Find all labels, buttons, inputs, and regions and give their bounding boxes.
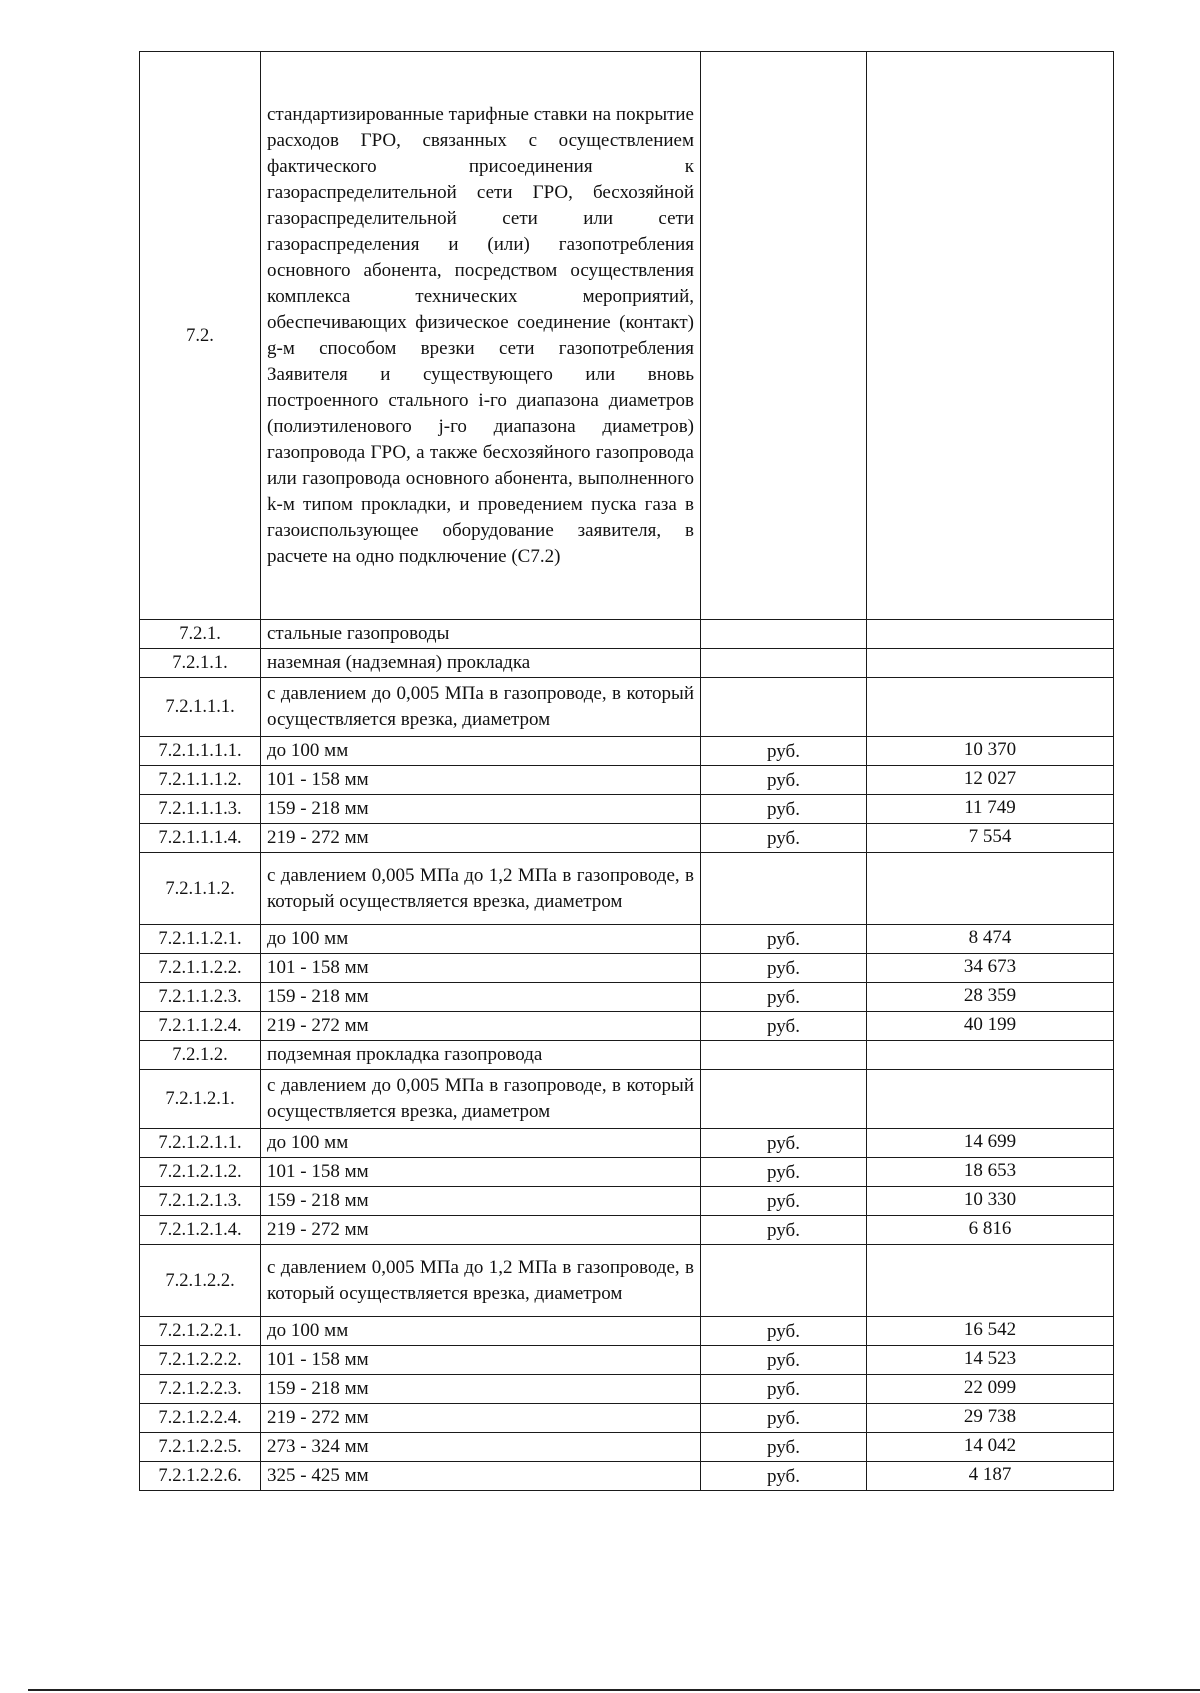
row-unit-cell: [701, 52, 867, 620]
table-row: [140, 620, 1114, 649]
row-name-cell: 219 - 272 мм: [261, 824, 701, 853]
table-row: [140, 1129, 1114, 1158]
row-value-cell: [867, 1070, 1114, 1129]
tariff-table-body: [140, 52, 1114, 1491]
row-value-cell: [867, 678, 1114, 737]
row-value-cell: 10 370: [867, 737, 1114, 766]
table-row: [140, 795, 1114, 824]
row-unit-cell: [701, 649, 867, 678]
row-number-cell: 7.2.1.2.1.: [140, 1070, 261, 1129]
table-row: [140, 1404, 1114, 1433]
row-name-cell: 159 - 218 мм: [261, 1187, 701, 1216]
row-number-cell: 7.2.1.1.2.2.: [140, 954, 261, 983]
row-name-cell: до 100 мм: [261, 1317, 701, 1346]
row-unit-cell: руб.: [701, 954, 867, 983]
row-number-cell: 7.2.1.2.2.2.: [140, 1346, 261, 1375]
row-value-cell: 8 474: [867, 925, 1114, 954]
row-value-cell: [867, 1245, 1114, 1317]
row-name-cell: наземная (надземная) прокладка: [261, 649, 701, 678]
table-row: [140, 1012, 1114, 1041]
row-value-cell: 7 554: [867, 824, 1114, 853]
row-unit-cell: руб.: [701, 1317, 867, 1346]
row-unit-cell: руб.: [701, 1129, 867, 1158]
row-number-cell: 7.2.1.1.1.2.: [140, 766, 261, 795]
table-row: [140, 983, 1114, 1012]
row-unit-cell: [701, 678, 867, 737]
row-value-cell: 22 099: [867, 1375, 1114, 1404]
row-value-cell: 12 027: [867, 766, 1114, 795]
row-number-cell: 7.2.1.2.2.: [140, 1245, 261, 1317]
row-name-cell: подземная прокладка газопровода: [261, 1041, 701, 1070]
table-row: [140, 1158, 1114, 1187]
row-unit-cell: руб.: [701, 1158, 867, 1187]
row-number-cell: 7.2.: [140, 52, 261, 620]
table-row: [140, 1375, 1114, 1404]
row-name-cell: стальные газопроводы: [261, 620, 701, 649]
table-row: [140, 1462, 1114, 1491]
row-name-cell: до 100 мм: [261, 737, 701, 766]
row-name-cell: 101 - 158 мм: [261, 954, 701, 983]
row-number-cell: 7.2.1.2.1.4.: [140, 1216, 261, 1245]
row-name-cell: 159 - 218 мм: [261, 1375, 701, 1404]
row-number-cell: 7.2.1.1.1.: [140, 678, 261, 737]
tariff-table: [139, 51, 1114, 1491]
row-name-cell: с давлением до 0,005 МПа в газопроводе, в который осуществляется врезка, диаметром: [261, 678, 701, 737]
row-name-cell: до 100 мм: [261, 925, 701, 954]
row-value-cell: 34 673: [867, 954, 1114, 983]
row-unit-cell: руб.: [701, 1404, 867, 1433]
table-row: [140, 678, 1114, 737]
row-name-cell: 219 - 272 мм: [261, 1404, 701, 1433]
row-number-cell: 7.2.1.: [140, 620, 261, 649]
row-number-cell: 7.2.1.1.2.: [140, 853, 261, 925]
row-name-cell: 101 - 158 мм: [261, 766, 701, 795]
table-row: [140, 766, 1114, 795]
row-unit-cell: [701, 853, 867, 925]
table-row: [140, 1070, 1114, 1129]
table-row: [140, 824, 1114, 853]
row-unit-cell: руб.: [701, 1433, 867, 1462]
row-unit-cell: руб.: [701, 1187, 867, 1216]
row-unit-cell: руб.: [701, 983, 867, 1012]
row-value-cell: 14 042: [867, 1433, 1114, 1462]
row-unit-cell: [701, 1245, 867, 1317]
table-row: [140, 52, 1114, 620]
row-number-cell: 7.2.1.2.2.1.: [140, 1317, 261, 1346]
row-number-cell: 7.2.1.1.2.4.: [140, 1012, 261, 1041]
row-number-cell: 7.2.1.2.2.4.: [140, 1404, 261, 1433]
row-number-cell: 7.2.1.1.1.3.: [140, 795, 261, 824]
row-number-cell: 7.2.1.1.1.4.: [140, 824, 261, 853]
row-name-cell: до 100 мм: [261, 1129, 701, 1158]
row-value-cell: [867, 1041, 1114, 1070]
row-number-cell: 7.2.1.2.1.1.: [140, 1129, 261, 1158]
table-row: [140, 1245, 1114, 1317]
row-name-cell: 101 - 158 мм: [261, 1346, 701, 1375]
row-unit-cell: руб.: [701, 737, 867, 766]
table-row: [140, 853, 1114, 925]
row-unit-cell: руб.: [701, 766, 867, 795]
row-name-cell: 219 - 272 мм: [261, 1012, 701, 1041]
row-name-cell: 219 - 272 мм: [261, 1216, 701, 1245]
table-row: [140, 649, 1114, 678]
row-unit-cell: руб.: [701, 824, 867, 853]
table-row: [140, 1346, 1114, 1375]
row-name-cell: с давлением 0,005 МПа до 1,2 МПа в газопроводе, в который осуществляется врезка, диаметром: [261, 1245, 701, 1317]
row-name-cell: 159 - 218 мм: [261, 795, 701, 824]
row-number-cell: 7.2.1.2.1.2.: [140, 1158, 261, 1187]
row-name-cell: 325 - 425 мм: [261, 1462, 701, 1491]
row-value-cell: [867, 853, 1114, 925]
row-name-cell: 159 - 218 мм: [261, 983, 701, 1012]
row-name-cell: с давлением 0,005 МПа до 1,2 МПа в газопроводе, в который осуществляется врезка, диаметром: [261, 853, 701, 925]
row-unit-cell: [701, 620, 867, 649]
table-row: [140, 1187, 1114, 1216]
table-row: [140, 925, 1114, 954]
row-value-cell: 40 199: [867, 1012, 1114, 1041]
row-name-cell: с давлением до 0,005 МПа в газопроводе, в который осуществляется врезка, диаметром: [261, 1070, 701, 1129]
row-value-cell: 14 699: [867, 1129, 1114, 1158]
row-value-cell: [867, 649, 1114, 678]
row-number-cell: 7.2.1.2.1.3.: [140, 1187, 261, 1216]
table-row: [140, 1216, 1114, 1245]
row-unit-cell: руб.: [701, 1462, 867, 1491]
row-number-cell: 7.2.1.1.1.1.: [140, 737, 261, 766]
row-unit-cell: руб.: [701, 925, 867, 954]
row-value-cell: 18 653: [867, 1158, 1114, 1187]
page-bottom-rule: [28, 1689, 1200, 1691]
row-unit-cell: [701, 1041, 867, 1070]
table-row: [140, 1433, 1114, 1462]
row-name-cell: стандартизированные тарифные ставки на покрытие расходов ГРО, связанных с осуществлением фактического присоединения к газораспределительной сети ГРО, бесхозяйной газораспределительной сети или сети газораспределения и (или) газопотребления основного абонента, посредством осуществления комплекса технических мероприятий, обеспечивающих физическое соединение (контакт) g-м способом врезки сети газопотребления Заявителя и существующего или вновь построенного стального i-го диапазона диаметров (полиэтиленового j-го диапазона диаметров) газопровода ГРО, а также бесхозяйного газопровода или газопровода основного абонента, выполненного k-м типом прокладки, и проведением пуска газа в газоиспользующее оборудование заявителя, в расчете на одно подключение (С7.2): [261, 52, 701, 620]
row-value-cell: [867, 620, 1114, 649]
row-name-cell: 101 - 158 мм: [261, 1158, 701, 1187]
row-number-cell: 7.2.1.2.2.3.: [140, 1375, 261, 1404]
row-unit-cell: руб.: [701, 795, 867, 824]
row-number-cell: 7.2.1.1.: [140, 649, 261, 678]
row-value-cell: 6 816: [867, 1216, 1114, 1245]
row-unit-cell: руб.: [701, 1346, 867, 1375]
row-number-cell: 7.2.1.1.2.1.: [140, 925, 261, 954]
row-number-cell: 7.2.1.2.: [140, 1041, 261, 1070]
row-value-cell: 10 330: [867, 1187, 1114, 1216]
table-row: [140, 1317, 1114, 1346]
row-unit-cell: руб.: [701, 1375, 867, 1404]
row-value-cell: 11 749: [867, 795, 1114, 824]
row-number-cell: 7.2.1.2.2.5.: [140, 1433, 261, 1462]
row-value-cell: 29 738: [867, 1404, 1114, 1433]
table-row: [140, 1041, 1114, 1070]
table-row: [140, 954, 1114, 983]
row-value-cell: [867, 52, 1114, 620]
row-value-cell: 14 523: [867, 1346, 1114, 1375]
row-number-cell: 7.2.1.2.2.6.: [140, 1462, 261, 1491]
row-number-cell: 7.2.1.1.2.3.: [140, 983, 261, 1012]
row-name-cell: 273 - 324 мм: [261, 1433, 701, 1462]
row-unit-cell: руб.: [701, 1012, 867, 1041]
row-unit-cell: руб.: [701, 1216, 867, 1245]
row-value-cell: 16 542: [867, 1317, 1114, 1346]
row-value-cell: 4 187: [867, 1462, 1114, 1491]
row-unit-cell: [701, 1070, 867, 1129]
table-row: [140, 737, 1114, 766]
row-value-cell: 28 359: [867, 983, 1114, 1012]
